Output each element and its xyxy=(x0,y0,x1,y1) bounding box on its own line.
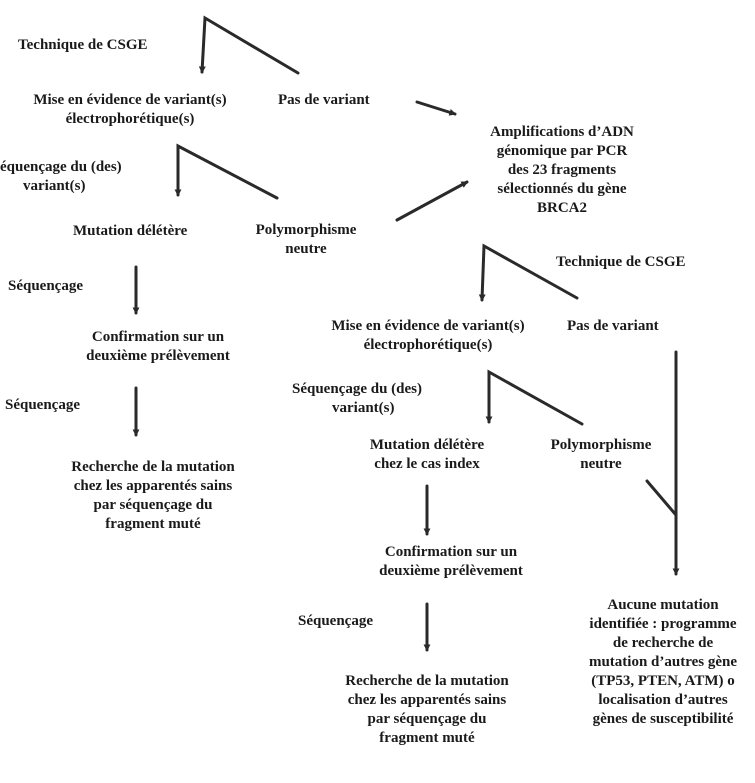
line-polymorphisme-merge xyxy=(647,481,676,515)
right-polymorphisme: Polymorphisme neutre xyxy=(550,437,652,472)
right-sequencage: Séquençage xyxy=(298,613,373,629)
left-polymorphisme: Polymorphisme neutre xyxy=(255,222,357,257)
right-recherche: Recherche de la mutation chez les apparentés sains par séquençage du fragment muté xyxy=(345,673,509,746)
arrow-left-sequencage-branch xyxy=(178,146,277,198)
left-recherche: Recherche de la mutation chez les apparentés sains par séquençage du fragment muté xyxy=(71,459,235,532)
arrow-left-technique-branch xyxy=(202,18,298,73)
right-pas-de-variant: Pas de variant xyxy=(567,318,659,334)
right-confirmation: Confirmation sur un deuxième prélèvement xyxy=(379,544,523,579)
arrow-pas-de-variant-to-amplification xyxy=(417,102,455,114)
right-mise-en-evidence: Mise en évidence de variant(s) électrophorétique(s) xyxy=(331,318,525,353)
left-pas-de-variant: Pas de variant xyxy=(278,92,370,108)
right-mutation-deletere: Mutation délétère chez le cas index xyxy=(369,437,485,472)
arrow-polymorphisme-to-amplification xyxy=(397,182,467,220)
left-mise-en-evidence: Mise en évidence de variant(s) électrophorétique(s) xyxy=(33,92,227,127)
left-sequencage-2: Séquençage xyxy=(5,397,80,413)
left-mutation-deletere: Mutation délétère xyxy=(73,223,188,239)
left-confirmation: Confirmation sur un deuxième prélèvement xyxy=(86,329,230,364)
right-aucune-mutation: Aucune mutation identifiée : programme de recherche de mutation d’autres gène (TP53, PTEN, ATM) o localisation d’autres gènes de susceptibilité xyxy=(588,597,738,727)
amplification-box: Amplifications d’ADN génomique par PCR des 23 fragments sélectionnés du gène BRCA2 xyxy=(490,124,634,216)
right-sequencage-variants: Séquençage du (des) variant(s) xyxy=(292,381,423,416)
left-sequencage-1: Séquençage xyxy=(8,278,83,294)
arrow-right-sequencage-branch xyxy=(489,372,582,424)
left-technique-label: Technique de CSGE xyxy=(18,37,148,53)
right-technique-label: Technique de CSGE xyxy=(556,254,686,270)
left-sequencage-variants: équençage du (des) variant(s) xyxy=(0,159,122,194)
